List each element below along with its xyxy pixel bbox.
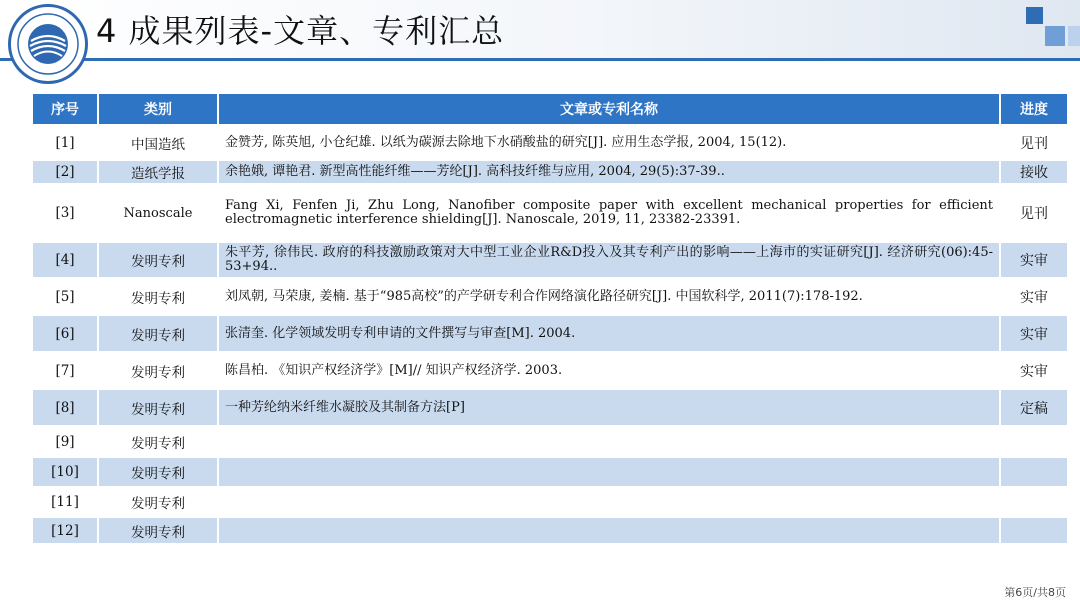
row-status (1001, 518, 1067, 543)
row-title (219, 427, 999, 456)
row-category: 发明专利 (99, 390, 217, 425)
row-status: 接收 (1001, 161, 1067, 183)
row-number: [9] (33, 427, 97, 456)
row-status (1001, 488, 1067, 516)
table-row (33, 488, 1067, 516)
row-category: 发明专利 (99, 243, 217, 277)
row-status: 实审 (1001, 243, 1067, 277)
row-category: 发明专利 (99, 279, 217, 314)
row-number: [8] (33, 390, 97, 425)
row-number: [11] (33, 488, 97, 516)
decor-square (1026, 7, 1043, 24)
column-header-status: 进度 (1001, 94, 1067, 124)
row-title: Fang Xi, Fenfen Ji, Zhu Long, Nanofiber composite paper with excellent mechanical properties for efficient electromagnetic interference shielding[J]. Nanoscale, 2019, 11, 23382-23391. (219, 185, 999, 241)
row-number: [6] (33, 316, 97, 351)
row-category: 发明专利 (99, 427, 217, 456)
row-status: 见刊 (1001, 185, 1067, 241)
row-status: 实审 (1001, 316, 1067, 351)
university-logo (8, 4, 88, 84)
row-status: 定稿 (1001, 390, 1067, 425)
table-row (33, 243, 1067, 277)
row-status: 实审 (1001, 279, 1067, 314)
page-number: 第6页/共8页 (1004, 586, 1066, 599)
row-number: [4] (33, 243, 97, 277)
table-row (33, 161, 1067, 183)
row-category: 发明专利 (99, 518, 217, 543)
table-row (33, 279, 1067, 314)
row-status (1001, 427, 1067, 456)
table-row (33, 390, 1067, 425)
table-row (33, 353, 1067, 388)
table-row (33, 458, 1067, 486)
row-category: 发明专利 (99, 316, 217, 351)
results-table (31, 92, 1069, 545)
row-title (219, 488, 999, 516)
column-header-no: 序号 (33, 94, 97, 124)
table-header-row (33, 94, 1067, 124)
row-status: 实审 (1001, 353, 1067, 388)
table-row (33, 518, 1067, 543)
page-title: 4 成果列表-文章、专利汇总 (96, 12, 505, 50)
row-category: 发明专利 (99, 488, 217, 516)
row-status (1001, 458, 1067, 486)
table-row (33, 126, 1067, 159)
row-title: 余艳娥, 谭艳君. 新型高性能纤维——芳纶[J]. 高科技纤维与应用, 2004, 29(5):37-39.. (219, 161, 999, 183)
row-number: [7] (33, 353, 97, 388)
row-title: 一种芳纶纳米纤维水凝胶及其制备方法[P] (219, 390, 999, 425)
row-number: [5] (33, 279, 97, 314)
row-status: 见刊 (1001, 126, 1067, 159)
decor-square (1068, 26, 1080, 46)
row-title: 张清奎. 化学领域发明专利申请的文件撰写与审查[M]. 2004. (219, 316, 999, 351)
column-header-title: 文章或专利名称 (219, 94, 999, 124)
row-title (219, 518, 999, 543)
row-title: 刘凤朝, 马荣康, 姜楠. 基于“985高校”的产学研专利合作网络演化路径研究[J]. 中国软科学, 2011(7):178-192. (219, 279, 999, 314)
row-category: Nanoscale (99, 185, 217, 241)
row-number: [1] (33, 126, 97, 159)
row-category: 发明专利 (99, 353, 217, 388)
header-divider (0, 58, 1080, 61)
row-number: [10] (33, 458, 97, 486)
row-title: 朱平芳, 徐伟民. 政府的科技激励政策对大中型工业企业R&D投入及其专利产出的影响——上海市的实证研究[J]. 经济研究(06):45-53+94.. (219, 243, 999, 277)
column-header-category: 类别 (99, 94, 217, 124)
row-number: [2] (33, 161, 97, 183)
row-title: 陈昌柏. 《知识产权经济学》[M]// 知识产权经济学. 2003. (219, 353, 999, 388)
table-row (33, 427, 1067, 456)
row-number: [12] (33, 518, 97, 543)
table-row (33, 185, 1067, 241)
row-category: 发明专利 (99, 458, 217, 486)
row-category: 造纸学报 (99, 161, 217, 183)
row-title: 金赞芳, 陈英旭, 小仓纪雄. 以纸为碳源去除地下水硝酸盐的研究[J]. 应用生态学报, 2004, 15(12). (219, 126, 999, 159)
table-row (33, 316, 1067, 351)
row-category: 中国造纸 (99, 126, 217, 159)
decor-square (1045, 26, 1065, 46)
row-number: [3] (33, 185, 97, 241)
row-title (219, 458, 999, 486)
